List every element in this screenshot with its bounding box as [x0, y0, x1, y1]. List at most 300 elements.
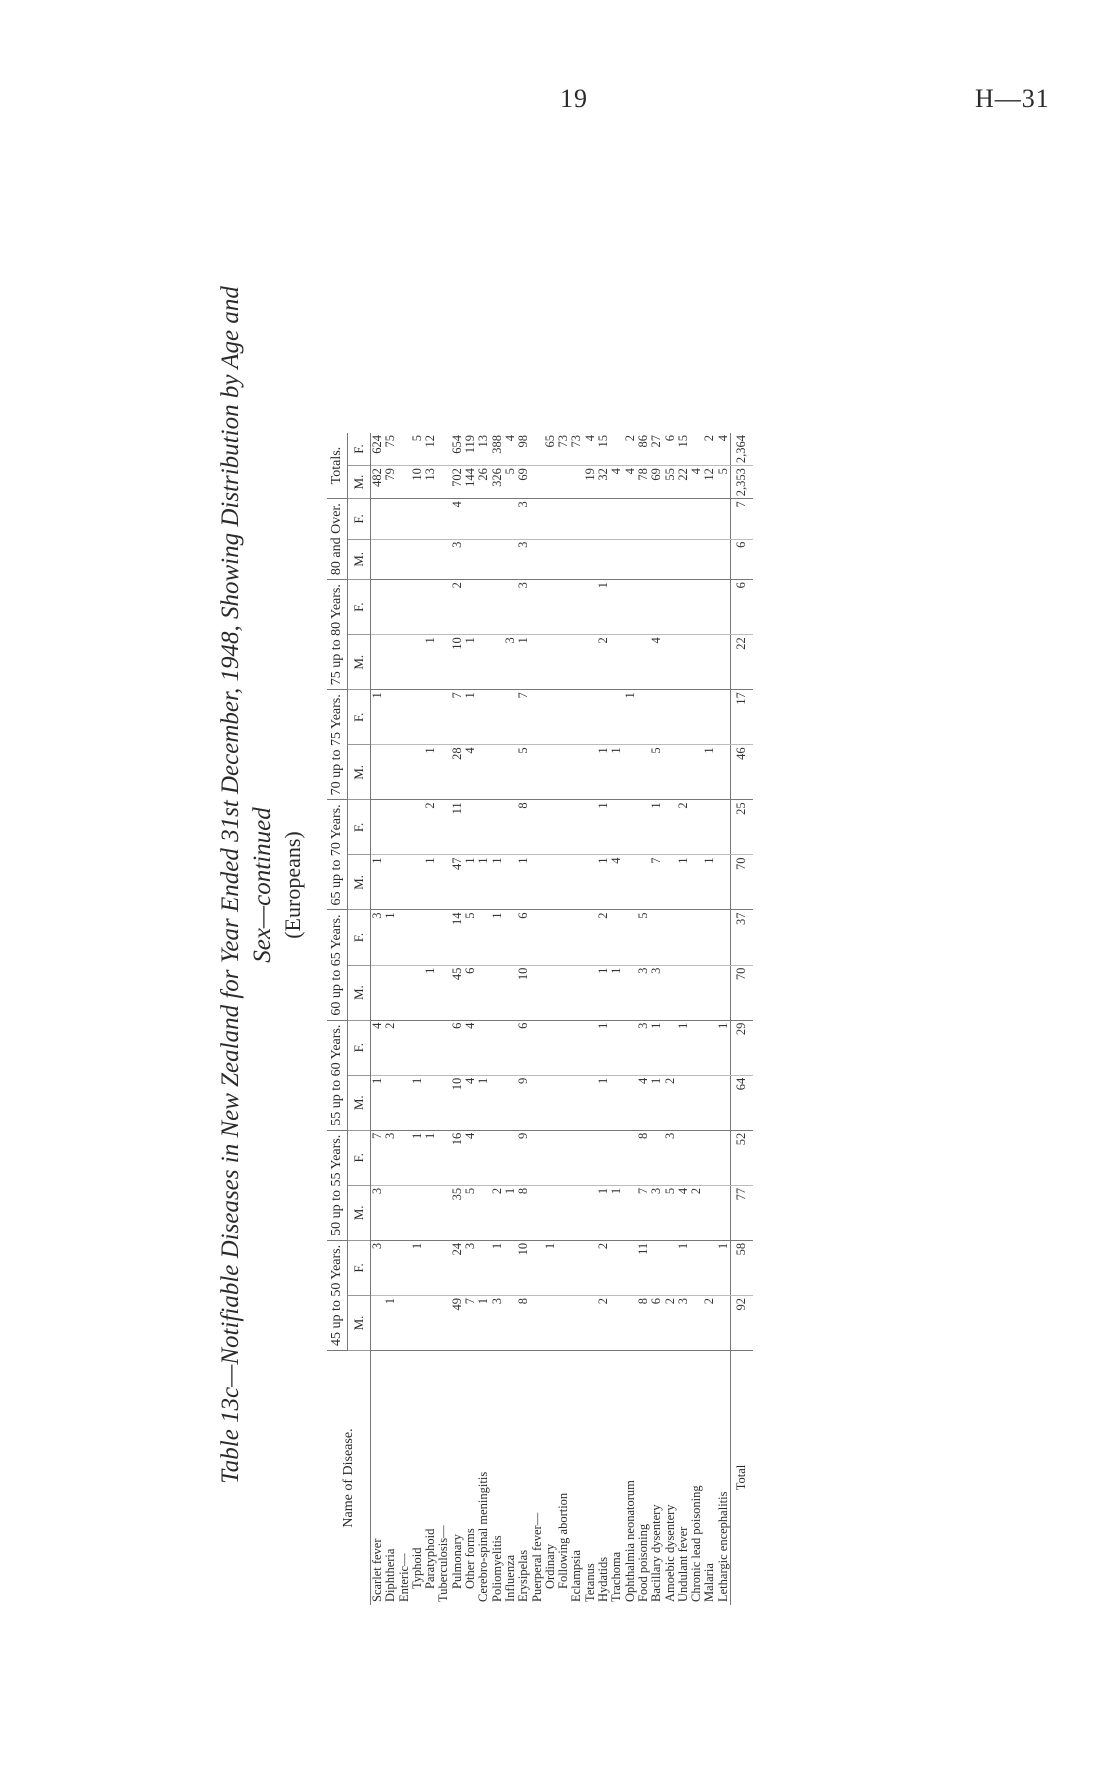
male-count: 8 [517, 1295, 530, 1350]
male-count [531, 1075, 544, 1130]
male-count [544, 745, 557, 800]
male-count [477, 965, 490, 1020]
table-row [398, 433, 411, 1605]
female-count [584, 580, 597, 635]
male-header: M. [348, 539, 371, 579]
female-count: 1 [717, 1240, 731, 1295]
female-count [610, 1020, 623, 1075]
male-count [717, 965, 731, 1020]
female-count: 7 [731, 499, 754, 539]
female-count [664, 580, 677, 635]
male-count [664, 745, 677, 800]
male-count [384, 635, 397, 690]
female-count: 4 [464, 1020, 477, 1075]
female-count [664, 910, 677, 965]
female-count [531, 1240, 544, 1295]
male-count [637, 855, 650, 910]
disease-name: Pulmonary [449, 1534, 464, 1589]
male-count: 5 [650, 745, 663, 800]
female-count [544, 910, 557, 965]
male-count [531, 855, 544, 910]
male-count [371, 965, 385, 1020]
female-count [504, 910, 517, 965]
table-row [437, 433, 450, 1605]
female-count [437, 1240, 450, 1295]
rotated-table-block [215, 155, 1031, 1615]
male-count [624, 1295, 637, 1350]
female-count: 7 [451, 690, 464, 745]
female-count [570, 580, 583, 635]
male-count [424, 539, 437, 579]
female-count [424, 910, 437, 965]
male-count: 28 [451, 745, 464, 800]
female-count: 11 [451, 800, 464, 855]
male-count: 35 [451, 1185, 464, 1240]
table-row [451, 433, 464, 1605]
female-count [411, 580, 424, 635]
male-count: 4 [650, 635, 663, 690]
female-count: 3 [517, 580, 530, 635]
female-count [624, 910, 637, 965]
female-count [650, 499, 663, 539]
female-count [491, 580, 504, 635]
male-count [557, 1185, 570, 1240]
female-count: 1 [491, 1240, 504, 1295]
table-row [384, 433, 397, 1605]
male-header: M. [348, 745, 371, 800]
male-count [610, 1075, 623, 1130]
female-header: F. [348, 690, 371, 745]
male-count [491, 965, 504, 1020]
male-count [717, 635, 731, 690]
female-header: F. [348, 1240, 371, 1295]
female-count [544, 1130, 557, 1185]
male-count: 10 [517, 965, 530, 1020]
male-count: 7 [637, 1185, 650, 1240]
male-count [384, 965, 397, 1020]
male-count: 1 [703, 745, 716, 800]
male-count [531, 1295, 544, 1350]
male-count: 4 [464, 745, 477, 800]
male-count [664, 539, 677, 579]
female-count: 388 [491, 433, 504, 466]
male-count: 3 [491, 1295, 504, 1350]
female-count [557, 910, 570, 965]
female-count: 3 [664, 1130, 677, 1185]
male-count: 1 [464, 635, 477, 690]
female-count: 2,364 [731, 433, 754, 466]
male-count: 3 [504, 635, 517, 690]
female-count [464, 800, 477, 855]
female-count [717, 800, 731, 855]
female-count [717, 499, 731, 539]
male-count [637, 539, 650, 579]
disease-name: Scarlet fever [370, 1538, 384, 1602]
male-count [717, 1185, 731, 1240]
female-count: 1 [597, 580, 610, 635]
female-count [384, 800, 397, 855]
female-count: 3 [517, 499, 530, 539]
male-count: 4 [610, 855, 623, 910]
male-count [491, 635, 504, 690]
male-count [703, 965, 716, 1020]
table-row [690, 433, 703, 1605]
female-count [637, 499, 650, 539]
female-count [637, 800, 650, 855]
male-count [398, 466, 411, 499]
female-count [371, 499, 385, 539]
male-count: 2 [664, 1295, 677, 1350]
female-count [384, 690, 397, 745]
male-count [504, 1295, 517, 1350]
male-count [411, 965, 424, 1020]
table-body [371, 433, 754, 1605]
male-count: 13 [424, 466, 437, 499]
male-count [531, 1185, 544, 1240]
female-count [690, 433, 703, 466]
disease-name: Cerebro-spinal meningitis [476, 1471, 491, 1602]
female-count [690, 1130, 703, 1185]
female-count [544, 580, 557, 635]
female-count [504, 690, 517, 745]
male-count: 1 [517, 635, 530, 690]
female-count: 1 [371, 690, 385, 745]
male-count [624, 745, 637, 800]
female-count: 2 [597, 1240, 610, 1295]
table-row [584, 433, 597, 1605]
female-count [703, 580, 716, 635]
disease-name: Chronic lead poisoning [689, 1485, 704, 1602]
female-header: F. [348, 910, 371, 965]
male-count [504, 965, 517, 1020]
male-count [584, 965, 597, 1020]
female-count: 1 [491, 910, 504, 965]
female-count [570, 910, 583, 965]
female-count [437, 800, 450, 855]
male-count [411, 1185, 424, 1240]
male-count [531, 466, 544, 499]
table-row [677, 433, 690, 1605]
male-count [624, 855, 637, 910]
female-count [398, 1020, 411, 1075]
female-count [531, 910, 544, 965]
table-row [637, 433, 650, 1605]
disease-name: Amoebic dysentery [662, 1504, 677, 1602]
female-count: 1 [677, 1020, 690, 1075]
table-row [650, 433, 663, 1605]
female-count [437, 433, 450, 466]
female-count: 58 [731, 1240, 754, 1295]
male-count [703, 1075, 716, 1130]
male-count: 2,353 [731, 466, 754, 499]
male-count [398, 1295, 411, 1350]
female-count: 13 [477, 433, 490, 466]
table-row [624, 433, 637, 1605]
female-count [491, 1020, 504, 1075]
male-count [717, 1295, 731, 1350]
male-count: 22 [731, 635, 754, 690]
female-count: 6 [517, 910, 530, 965]
female-count [570, 800, 583, 855]
female-count [624, 1020, 637, 1075]
female-count: 1 [597, 800, 610, 855]
male-count [491, 539, 504, 579]
male-count [504, 1075, 517, 1130]
female-count: 7 [517, 690, 530, 745]
female-count: 73 [557, 433, 570, 466]
male-count: 1 [477, 1295, 490, 1350]
male-count [477, 539, 490, 579]
male-count: 1 [371, 1075, 385, 1130]
female-count [584, 800, 597, 855]
disease-name: Tetanus [582, 1563, 597, 1602]
female-count: 624 [371, 433, 385, 466]
male-count: 3 [517, 539, 530, 579]
female-count [504, 580, 517, 635]
female-count [531, 433, 544, 466]
female-count: 4 [371, 1020, 385, 1075]
table-row [371, 433, 385, 1605]
female-count: 654 [451, 433, 464, 466]
female-count: 7 [371, 1130, 385, 1185]
female-header: F. [348, 499, 371, 539]
female-count [491, 800, 504, 855]
disease-name: Erysipelas [516, 1549, 531, 1602]
male-count [717, 539, 731, 579]
male-count: 4 [610, 466, 623, 499]
male-count: 1 [424, 965, 437, 1020]
female-count: 27 [650, 433, 663, 466]
male-count: 49 [451, 1295, 464, 1350]
female-count [491, 690, 504, 745]
male-count [584, 1185, 597, 1240]
female-count [677, 499, 690, 539]
male-count: 19 [584, 466, 597, 499]
male-count: 5 [664, 1185, 677, 1240]
female-count [664, 690, 677, 745]
female-count [624, 800, 637, 855]
table-row [411, 433, 424, 1605]
female-count [531, 690, 544, 745]
table-row [717, 433, 731, 1605]
document-code: H—31 [975, 84, 1050, 113]
female-count [424, 580, 437, 635]
female-count: 6 [517, 1020, 530, 1075]
female-count [637, 690, 650, 745]
table-row [517, 433, 530, 1605]
female-count [411, 690, 424, 745]
male-count: 47 [451, 855, 464, 910]
female-count: 16 [451, 1130, 464, 1185]
male-count [371, 745, 385, 800]
female-count: 14 [451, 910, 464, 965]
male-count: 4 [677, 1185, 690, 1240]
female-count [398, 433, 411, 466]
disease-name: Typhoid [409, 1547, 424, 1589]
male-count [650, 539, 663, 579]
female-count: 1 [464, 690, 477, 745]
male-count [477, 1185, 490, 1240]
male-count: 1 [491, 855, 504, 910]
male-count: 2 [703, 1295, 716, 1350]
female-count [398, 580, 411, 635]
female-count: 2 [677, 800, 690, 855]
female-count [610, 800, 623, 855]
male-count [570, 745, 583, 800]
male-count [464, 539, 477, 579]
female-count [477, 1130, 490, 1185]
female-count [703, 690, 716, 745]
male-count: 10 [451, 635, 464, 690]
female-count: 1 [650, 800, 663, 855]
female-count: 3 [464, 1240, 477, 1295]
female-count: 37 [731, 910, 754, 965]
disease-name: Other forms [463, 1528, 478, 1589]
female-count: 4 [717, 433, 731, 466]
female-count [464, 499, 477, 539]
female-count [677, 1130, 690, 1185]
female-count [504, 499, 517, 539]
male-count [570, 635, 583, 690]
female-count [584, 1240, 597, 1295]
female-count [491, 499, 504, 539]
female-count [424, 690, 437, 745]
female-count [650, 690, 663, 745]
male-header: M. [348, 855, 371, 910]
female-count [624, 1240, 637, 1295]
female-count [437, 580, 450, 635]
disease-name: Hydatids [596, 1556, 611, 1602]
male-count: 1 [424, 855, 437, 910]
female-count [570, 1240, 583, 1295]
male-count: 6 [650, 1295, 663, 1350]
disease-name: Poliomyelitis [489, 1535, 504, 1602]
female-count [610, 1240, 623, 1295]
male-count [664, 635, 677, 690]
female-count [597, 1130, 610, 1185]
female-count [504, 800, 517, 855]
female-count: 3 [371, 910, 385, 965]
disease-name: Trachoma [609, 1551, 624, 1602]
male-count [557, 1075, 570, 1130]
female-count: 2 [384, 1020, 397, 1075]
age-group-header: 45 up to 50 Years. [327, 1240, 348, 1350]
male-count [690, 745, 703, 800]
male-count: 46 [731, 745, 754, 800]
male-count [437, 745, 450, 800]
male-count: 1 [384, 1295, 397, 1350]
male-count [437, 1295, 450, 1350]
female-header: F. [348, 433, 371, 466]
male-count [424, 1075, 437, 1130]
female-count [610, 433, 623, 466]
female-count [690, 1240, 703, 1295]
male-count: 64 [731, 1075, 754, 1130]
female-count [677, 910, 690, 965]
name-of-disease-header: Name of Disease. [327, 1351, 371, 1606]
table-row [703, 433, 716, 1605]
male-count: 3 [650, 965, 663, 1020]
female-count: 1 [624, 690, 637, 745]
male-count [690, 635, 703, 690]
female-count: 4 [584, 433, 597, 466]
female-count [477, 1020, 490, 1075]
female-count [504, 1130, 517, 1185]
male-count: 3 [451, 539, 464, 579]
male-count: 8 [517, 1185, 530, 1240]
female-count [584, 1020, 597, 1075]
table-row [424, 433, 437, 1605]
male-count [384, 855, 397, 910]
male-count [690, 1075, 703, 1130]
table-row [557, 433, 570, 1605]
female-count: 3 [371, 1240, 385, 1295]
male-count: 3 [371, 1185, 385, 1240]
male-count [570, 855, 583, 910]
disease-name: Influenza [502, 1554, 517, 1602]
female-count [690, 580, 703, 635]
disease-name: Food poisoning [635, 1523, 650, 1602]
female-count [624, 580, 637, 635]
male-count [703, 539, 716, 579]
female-count: 17 [731, 690, 754, 745]
female-count: 5 [637, 910, 650, 965]
male-count: 70 [731, 965, 754, 1020]
male-count [557, 855, 570, 910]
male-count: 45 [451, 965, 464, 1020]
table-row [491, 433, 504, 1605]
female-count [664, 1020, 677, 1075]
disease-name: Undulant fever [675, 1526, 690, 1602]
disease-name: Paratyphoid [423, 1528, 438, 1589]
disease-name: Lethargic encephalitis [715, 1491, 730, 1602]
female-count: 2 [703, 433, 716, 466]
female-count [717, 910, 731, 965]
male-count: 2 [597, 1295, 610, 1350]
male-header: M. [348, 1185, 371, 1240]
male-count: 3 [677, 1295, 690, 1350]
male-count [677, 635, 690, 690]
female-count [398, 499, 411, 539]
male-count [584, 635, 597, 690]
female-count [703, 1240, 716, 1295]
table-row [664, 433, 677, 1605]
female-count [531, 499, 544, 539]
age-group-header: 60 up to 65 Years. [327, 910, 348, 1020]
male-count: 10 [411, 466, 424, 499]
male-count [690, 1295, 703, 1350]
female-count [531, 800, 544, 855]
female-count [398, 1130, 411, 1185]
female-count [584, 690, 597, 745]
male-count: 12 [703, 466, 716, 499]
male-count: 1 [610, 745, 623, 800]
male-count [544, 1075, 557, 1130]
female-count: 1 [411, 1240, 424, 1295]
female-count [557, 580, 570, 635]
male-count [570, 1075, 583, 1130]
table-row [610, 433, 623, 1605]
male-count: 1 [677, 855, 690, 910]
age-group-header: 50 up to 55 Years. [327, 1130, 348, 1240]
female-count [557, 800, 570, 855]
male-count: 1 [371, 855, 385, 910]
female-count [703, 800, 716, 855]
male-count [717, 745, 731, 800]
male-count [398, 1075, 411, 1130]
female-count [690, 690, 703, 745]
male-count [491, 745, 504, 800]
